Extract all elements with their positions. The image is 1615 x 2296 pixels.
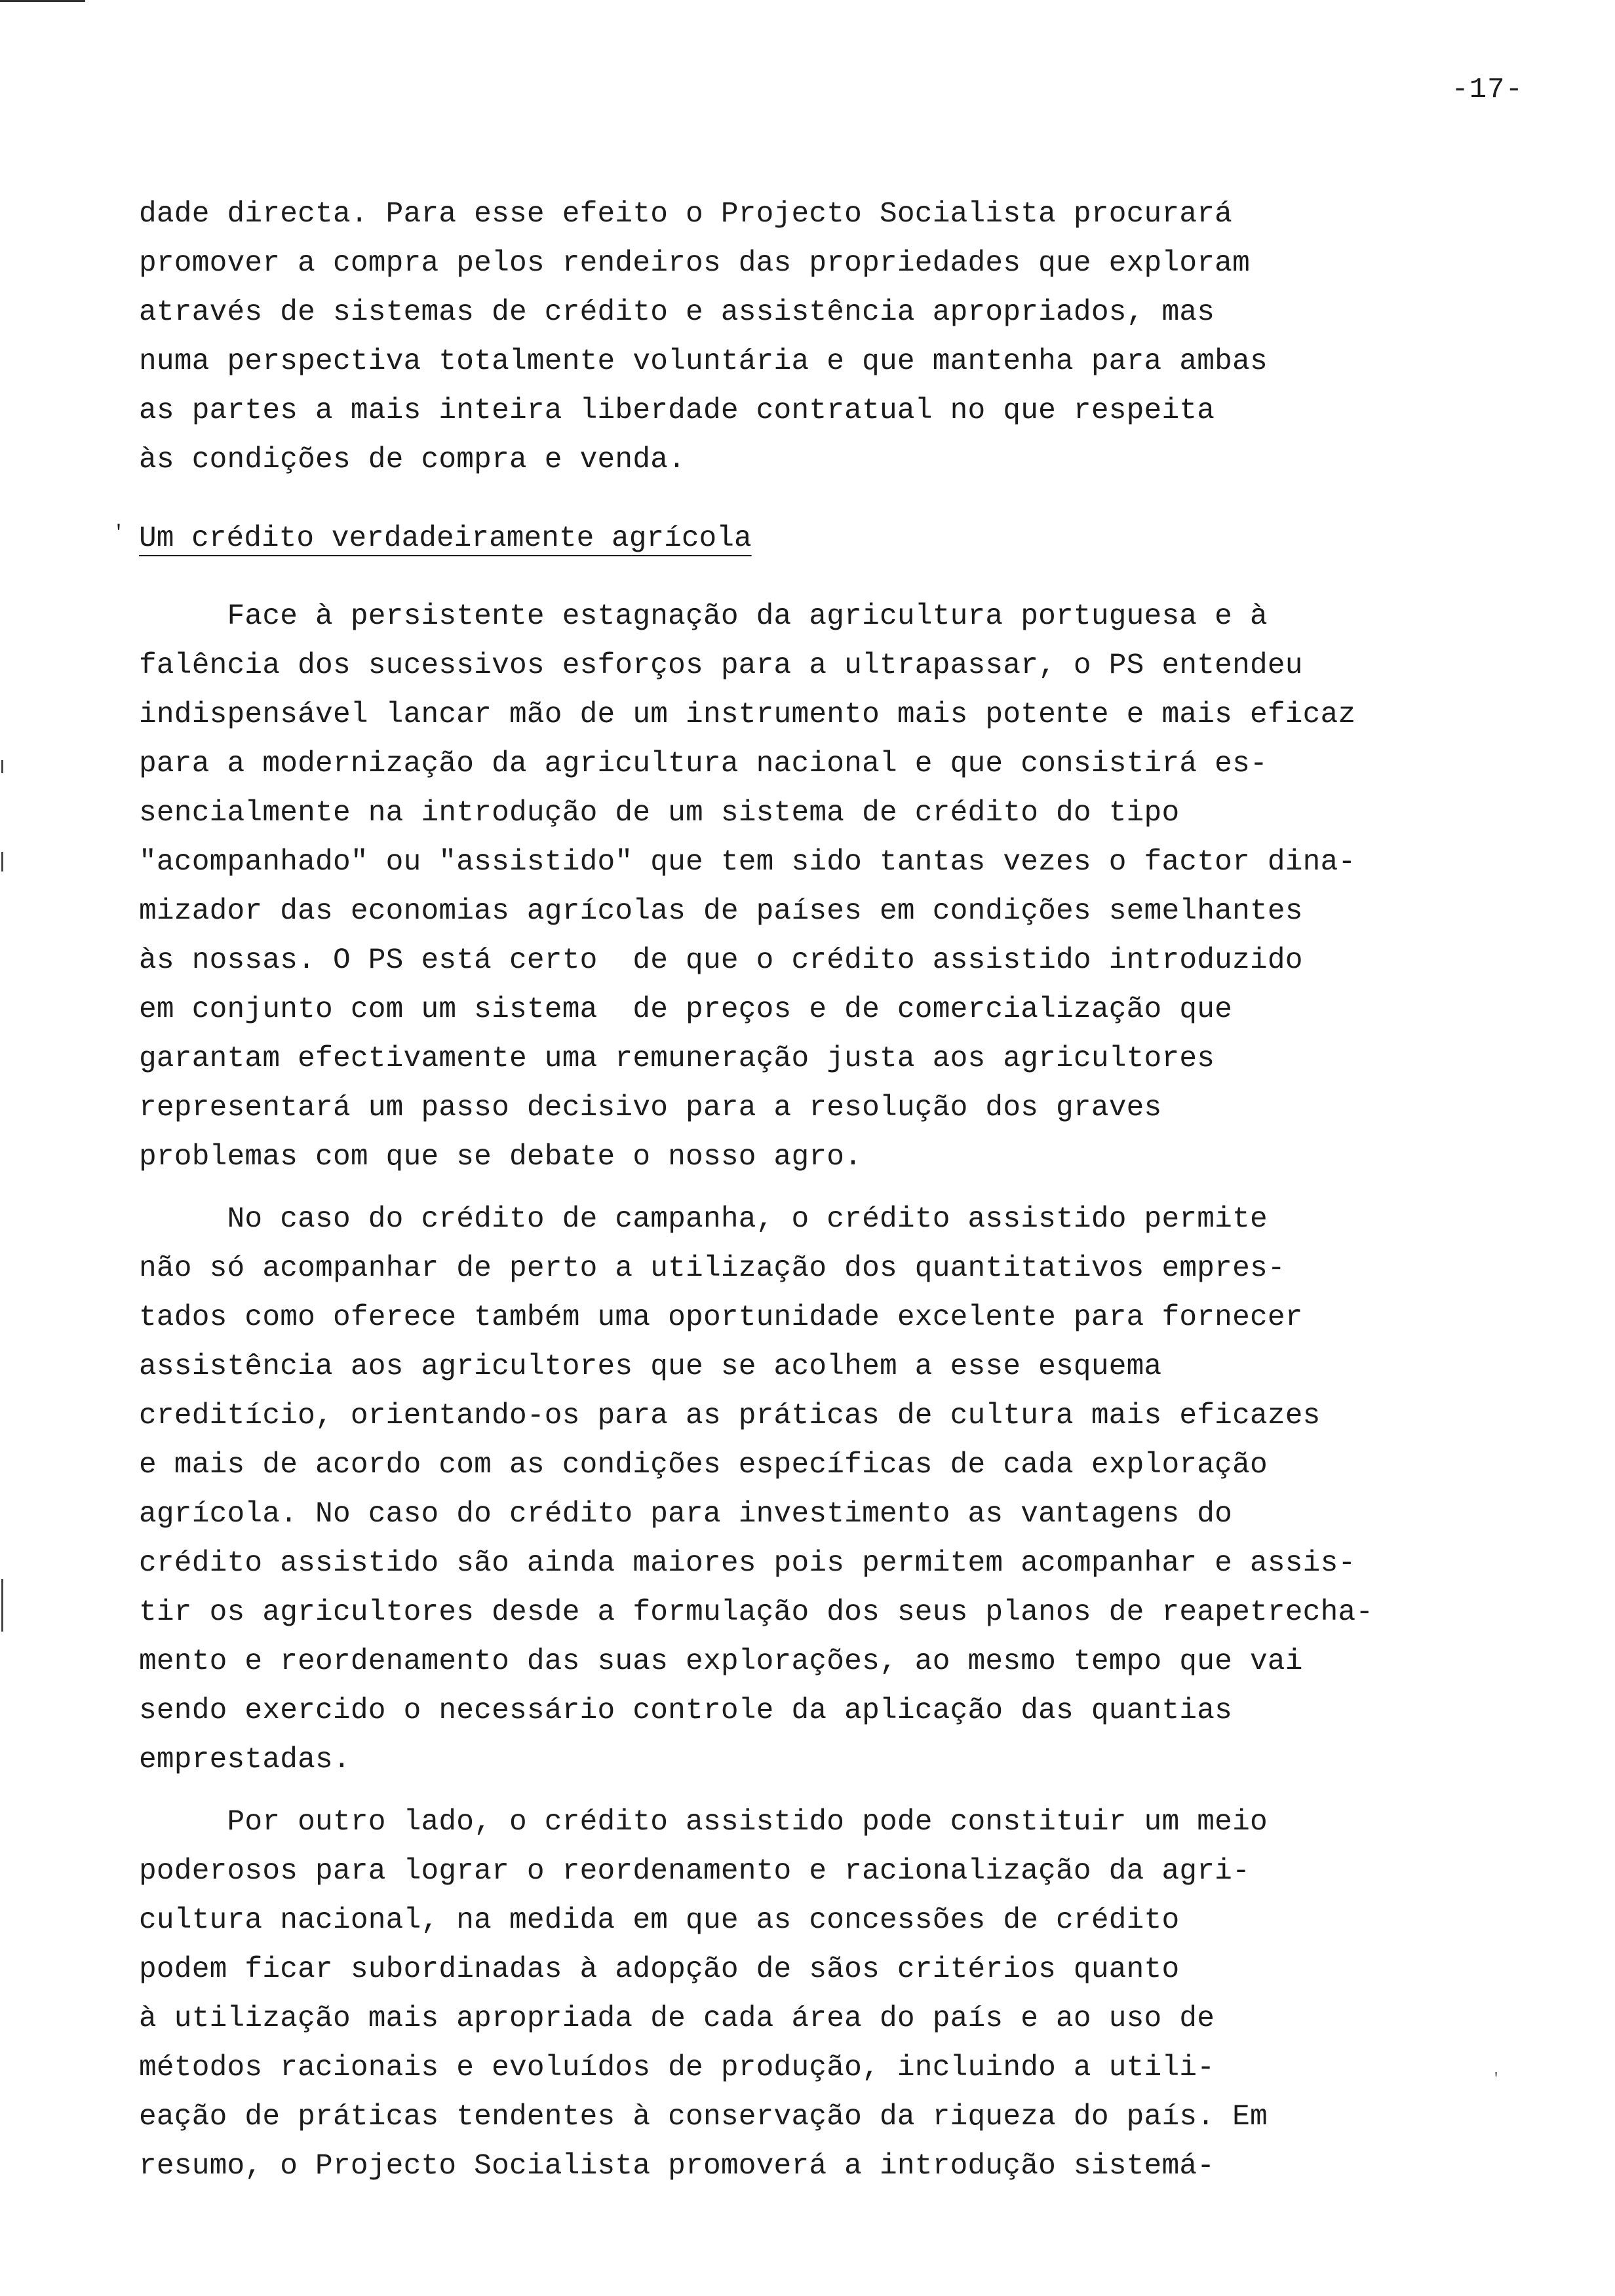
- stray-mark: ': [1492, 2071, 1501, 2087]
- margin-mark: [1, 760, 3, 773]
- margin-mark: [1, 852, 3, 871]
- text-line: mento e reordenamento das suas explorações, ao mesmo tempo que vai: [139, 1645, 1303, 1678]
- page-number: -17-: [1451, 73, 1523, 106]
- text-line: não só acompanhar de perto a utilização dos quantitativos empres-: [139, 1252, 1285, 1285]
- top-edge-rule: [0, 0, 85, 2]
- text-line: em conjunto com um sistema de preços e de comercialização que: [139, 993, 1233, 1026]
- text-line: indispensável lancar mão de um instrumento mais potente e mais eficaz: [139, 698, 1356, 731]
- section-heading: Um crédito verdadeiramente agrícola: [139, 522, 752, 555]
- text-line: sencialmente na introdução de um sistema de crédito do tipo: [139, 797, 1180, 830]
- text-line: "acompanhado" ou "assistido" que tem sido tantas vezes o factor dina-: [139, 846, 1356, 879]
- text-line: representará um passo decisivo para a resolução dos graves: [139, 1092, 1162, 1124]
- text-line: promover a compra pelos rendeiros das propriedades que exploram: [139, 247, 1250, 280]
- text-line: para a modernização da agricultura nacional e que consistirá es-: [139, 748, 1268, 780]
- text-line: e mais de acordo com as condições específicas de cada exploração: [139, 1449, 1268, 1482]
- text-line: mizador das economias agrícolas de países em condições semelhantes: [139, 895, 1303, 928]
- text-line: agrícola. No caso do crédito para investimento as vantagens do: [139, 1498, 1233, 1531]
- paragraph: [139, 1195, 1542, 1785]
- text-line: No caso do crédito de campanha, o crédito assistido permite: [139, 1203, 1268, 1236]
- document-body: [113, 190, 1542, 2191]
- text-line: emprestadas.: [139, 1744, 351, 1776]
- intro-paragraph: [139, 190, 1542, 485]
- text-line: problemas com que se debate o nosso agro.: [139, 1141, 863, 1174]
- text-line: dade directa. Para esse efeito o Projecto Socialista procurará: [139, 198, 1233, 231]
- text-line: crédito assistido são ainda maiores pois permitem acompanhar e assis-: [139, 1547, 1356, 1580]
- paragraph: [139, 592, 1542, 1182]
- text-line: poderosos para lograr o reordenamento e racionalização da agri-: [139, 1855, 1250, 1888]
- text-line: cultura nacional, na medida em que as concessões de crédito: [139, 1904, 1180, 1937]
- text-line: através de sistemas de crédito e assistência apropriados, mas: [139, 296, 1215, 329]
- text-line: às condições de compra e venda.: [139, 444, 686, 476]
- text-line: Face à persistente estagnação da agricultura portuguesa e à: [139, 600, 1268, 633]
- text-line: às nossas. O PS está certo de que o crédito assistido introduzido: [139, 944, 1303, 977]
- text-line: resumo, o Projecto Socialista promoverá a introdução sistemá-: [139, 2150, 1215, 2183]
- text-line: eação de práticas tendentes à conservação da riqueza do país. Em: [139, 2101, 1268, 2133]
- text-line: métodos racionais e evoluídos de produção, incluindo a utili-: [139, 2052, 1215, 2084]
- text-line: numa perspectiva totalmente voluntária e que mantenha para ambas: [139, 345, 1268, 378]
- text-line: as partes a mais inteira liberdade contratual no que respeita: [139, 394, 1215, 427]
- section-heading-wrap: [113, 516, 1542, 562]
- text-line: creditício, orientando-os para as práticas de cultura mais eficazes: [139, 1400, 1321, 1432]
- text-line: garantam efectivamente uma remuneração justa aos agricultores: [139, 1043, 1215, 1075]
- text-line: Por outro lado, o crédito assistido pode constituir um meio: [139, 1806, 1268, 1839]
- tick-mark: ': [113, 522, 125, 545]
- margin-mark: [1, 1579, 3, 1632]
- text-line: sendo exercido o necessário controle da aplicação das quantias: [139, 1694, 1233, 1727]
- paragraph: [139, 1798, 1542, 2191]
- text-line: à utilização mais apropriada de cada área do país e ao uso de: [139, 2002, 1215, 2035]
- text-line: tados como oferece também uma oportunidade excelente para fornecer: [139, 1301, 1303, 1334]
- text-line: assistência aos agricultores que se acolhem a esse esquema: [139, 1350, 1162, 1383]
- text-line: tir os agricultores desde a formulação dos seus planos de reapetrecha-: [139, 1596, 1374, 1629]
- text-line: podem ficar subordinadas à adopção de sãos critérios quanto: [139, 1953, 1180, 1986]
- text-line: falência dos sucessivos esforços para a ultrapassar, o PS entendeu: [139, 649, 1303, 682]
